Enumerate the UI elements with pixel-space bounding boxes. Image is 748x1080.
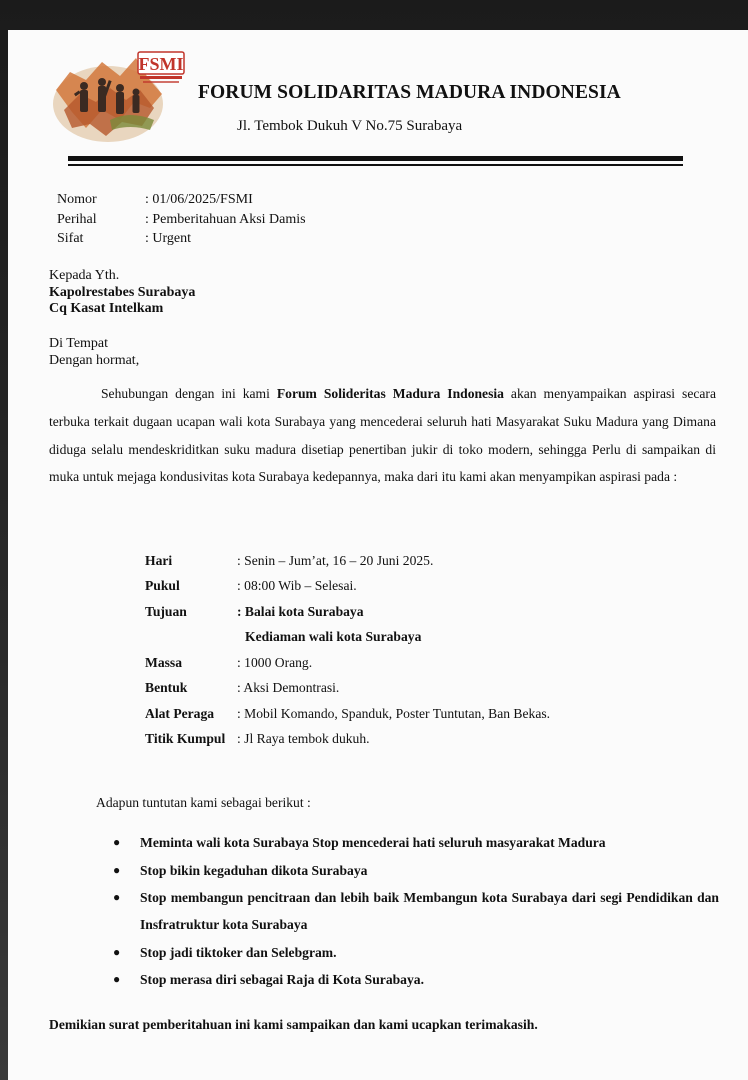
body-text-after: akan menyampaikan aspirasi secara terbuka terkait dugaan ucapan wali kota Surabaya yang mencederai seluruh hati Masyarakat Suku Madura yang Dimana diduga selalu mendeskriditkan suku madura disetiap penertiban jukir di toko modern, sehingga Perlu di sampaikan di muka untuk mejaga kondusivitas kota Surabaya kedepannya, maka dari itu kami akan menyampikan aspirasi pada : — [49, 386, 716, 485]
meta-label: Sifat — [57, 231, 84, 246]
logo-subline — [140, 76, 182, 79]
recipient-attention: Cq Kasat Intelkam — [49, 301, 164, 316]
list-item — [113, 857, 719, 884]
body-org-name: Forum Solideritas Madura Indonesia — [276, 386, 504, 401]
bullet-icon: ● — [113, 944, 121, 959]
letter-meta — [57, 190, 306, 249]
recipient-name: Kapolrestabes Surabaya — [49, 284, 196, 300]
letter-page — [8, 30, 748, 1080]
detail-row-massa — [145, 650, 550, 676]
logo-text: FSMI — [138, 54, 184, 74]
detail-label: Tujuan — [145, 603, 187, 619]
header-rule-thin — [68, 164, 683, 166]
list-item — [113, 939, 719, 966]
detail-value: : Mobil Komando, Spanduk, Poster Tuntutan, Ban Bekas. — [237, 705, 551, 721]
meta-value: : Urgent — [145, 231, 192, 246]
meta-row-nomor — [57, 190, 306, 210]
demand-text: Stop merasa diri sebagai Raja di Kota Surabaya. — [140, 972, 424, 987]
list-item — [113, 829, 719, 856]
detail-value-continued: Kediaman wali kota Surabaya — [245, 629, 422, 645]
organization-address: Jl. Tembok Dukuh V No.75 Surabaya — [237, 118, 463, 134]
bullet-icon: ● — [113, 862, 121, 877]
detail-value: : Aksi Demontrasi. — [237, 680, 340, 696]
detail-row-hari — [145, 548, 550, 574]
detail-value: : Senin – Jum’at, 16 – 20 Juni 2025. — [237, 552, 434, 568]
body-paragraph — [49, 380, 716, 491]
event-details — [145, 548, 550, 752]
detail-label: Alat Peraga — [145, 705, 215, 721]
recipient-line: Kepada Yth. — [49, 268, 120, 283]
demands-intro: Adapun tuntutan kami sebagai berikut : — [96, 795, 311, 810]
meta-row-sifat — [57, 229, 306, 249]
meta-row-perihal — [57, 210, 306, 230]
demand-text: Stop bikin kegaduhan dikota Surabaya — [140, 862, 368, 878]
detail-value: : Jl Raya tembok dukuh. — [237, 731, 370, 747]
detail-label: Titik Kumpul — [145, 731, 226, 747]
body-text-before: Sehubungan dengan ini kami — [101, 386, 277, 401]
header-rule-thick — [68, 156, 683, 161]
detail-row-tujuan — [145, 599, 550, 625]
detail-value: : 08:00 Wib – Selesai. — [237, 578, 357, 594]
greeting-salutation: Dengan hormat, — [49, 353, 140, 368]
organization-name: FORUM SOLIDARITAS MADURA INDONESIA — [198, 82, 621, 103]
detail-row-pukul — [145, 574, 550, 600]
demands-list — [113, 829, 719, 994]
demand-text: Stop membangun pencitraan dan lebih baik Membangun kota Surabaya dari segi Pendidikan dan Insfratruktur kota Surabaya — [140, 890, 719, 932]
fsmi-logo — [50, 50, 188, 144]
detail-row-titik-kumpul — [145, 727, 550, 753]
closing-statement: Demikian surat pemberitahuan ini kami sampaikan dan kami ucapkan terimakasih. — [49, 1017, 538, 1032]
meta-label: Perihal — [57, 211, 97, 227]
detail-row-tujuan-2 — [145, 625, 550, 651]
demand-text: Stop jadi tiktoker dan Selebgram. — [140, 944, 337, 960]
detail-label: Bentuk — [145, 680, 188, 696]
bullet-icon: ● — [113, 972, 121, 986]
detail-value: : 1000 Orang. — [237, 654, 313, 670]
detail-value: : Balai kota Surabaya — [237, 603, 364, 619]
list-item — [113, 884, 719, 938]
meta-value: : Pemberitahuan Aksi Damis — [145, 211, 306, 227]
detail-label: Pukul — [145, 578, 180, 594]
detail-row-alat-peraga — [145, 701, 550, 727]
logo-subline-2 — [143, 81, 179, 83]
greeting-block — [49, 335, 139, 369]
recipient-block — [49, 268, 195, 318]
demand-text: Meminta wali kota Surabaya Stop mencederai hati seluruh masyarakat Madura — [140, 835, 606, 850]
meta-value: : 01/06/2025/FSMI — [145, 192, 253, 207]
meta-label: Nomor — [57, 192, 97, 207]
list-item — [113, 966, 719, 993]
detail-label: Hari — [145, 552, 173, 568]
greeting-place: Di Tempat — [49, 336, 109, 351]
detail-row-bentuk — [145, 676, 550, 702]
detail-label: Massa — [145, 654, 183, 670]
bullet-icon: ● — [113, 835, 121, 849]
bullet-icon: ● — [113, 890, 121, 904]
